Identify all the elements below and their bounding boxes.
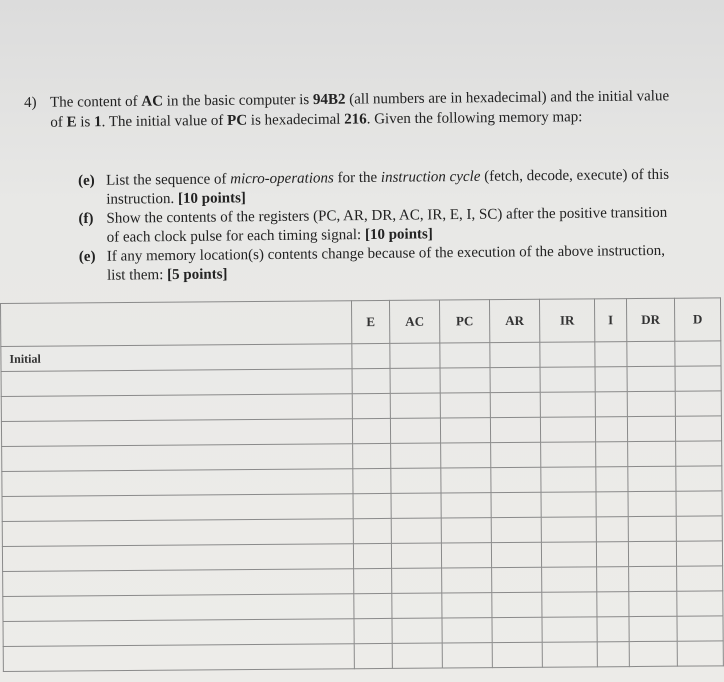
- table-cell[interactable]: [676, 466, 722, 491]
- table-cell[interactable]: [627, 366, 675, 391]
- table-cell[interactable]: [541, 492, 596, 517]
- question-text: The content of AC in the basic computer is 94B2 (all numbers are in hexadecimal) and the initial value of E is 1. The initial value of PC is hexadecimal 216. Given the following memory map:: [50, 88, 670, 131]
- table-cell[interactable]: [441, 518, 491, 543]
- table-cell[interactable]: [676, 491, 722, 516]
- table-cell[interactable]: [442, 643, 492, 668]
- header-dr: DR: [626, 298, 674, 341]
- table-cell[interactable]: [542, 567, 597, 592]
- table-cell[interactable]: [595, 367, 627, 392]
- table-cell[interactable]: [675, 341, 721, 366]
- table-cell[interactable]: [627, 341, 675, 366]
- header-ar: AR: [489, 299, 539, 342]
- table-cell[interactable]: [390, 368, 440, 393]
- table-cell[interactable]: [391, 468, 441, 493]
- table-cell[interactable]: [490, 392, 540, 417]
- row-label: [2, 444, 353, 472]
- table-cell[interactable]: [629, 641, 677, 666]
- table-cell[interactable]: [440, 393, 490, 418]
- table-cell[interactable]: [540, 392, 595, 417]
- table-cell[interactable]: [354, 568, 392, 593]
- table-cell[interactable]: [675, 416, 721, 441]
- table-cell[interactable]: [596, 467, 628, 492]
- table-cell[interactable]: [542, 592, 597, 617]
- table-cell[interactable]: [677, 616, 723, 641]
- table-cell[interactable]: [442, 618, 492, 643]
- row-label: [1, 394, 352, 422]
- table-cell[interactable]: [595, 392, 627, 417]
- row-label: [2, 494, 353, 522]
- table-cell[interactable]: [441, 493, 491, 518]
- header-e: E: [351, 300, 389, 343]
- table-cell[interactable]: [676, 541, 722, 566]
- table-cell[interactable]: [597, 617, 629, 642]
- table-cell[interactable]: [491, 442, 541, 467]
- table-cell[interactable]: [595, 342, 627, 367]
- table-cell[interactable]: [491, 542, 541, 567]
- table-cell[interactable]: [541, 542, 596, 567]
- row-label: [3, 619, 354, 647]
- table-cell[interactable]: [629, 591, 677, 616]
- table-cell[interactable]: [596, 442, 628, 467]
- part-f-registers: (f) Show the contents of the registers (PC, AR, DR, AC, IR, E, I, SC) after the positive transition of each clock pulse for each timing signal: [10 points]: [78, 204, 668, 246]
- table-cell[interactable]: [677, 641, 723, 666]
- table-cell[interactable]: [392, 568, 442, 593]
- table-cell[interactable]: [542, 617, 597, 642]
- table-cell[interactable]: [491, 517, 541, 542]
- table-cell[interactable]: [629, 566, 677, 591]
- row-label: [3, 594, 354, 622]
- table-cell[interactable]: [491, 492, 541, 517]
- table-header-row: [1, 298, 721, 347]
- row-label: Initial: [1, 344, 352, 372]
- table-cell[interactable]: [492, 592, 542, 617]
- table-cell[interactable]: [540, 342, 595, 367]
- question-4: [24, 86, 674, 133]
- table-cell[interactable]: [597, 592, 629, 617]
- table-cell[interactable]: [677, 591, 723, 616]
- table-cell[interactable]: [440, 368, 490, 393]
- table-cell[interactable]: [490, 417, 540, 442]
- row-label: [2, 544, 353, 572]
- table-cell[interactable]: [492, 617, 542, 642]
- table-cell[interactable]: [677, 566, 723, 591]
- table-cell[interactable]: [390, 393, 440, 418]
- table-cell[interactable]: [392, 593, 442, 618]
- table-cell[interactable]: [490, 367, 540, 392]
- header-d: D: [674, 298, 720, 341]
- table-cell[interactable]: [596, 492, 628, 517]
- table-cell[interactable]: [597, 642, 629, 667]
- table-cell[interactable]: [391, 443, 441, 468]
- table-cell[interactable]: [541, 442, 596, 467]
- table-cell[interactable]: [440, 418, 490, 443]
- table-cell[interactable]: [628, 516, 676, 541]
- table-cell[interactable]: [391, 493, 441, 518]
- table-cell[interactable]: [391, 543, 441, 568]
- table-cell[interactable]: [490, 342, 540, 367]
- table-cell[interactable]: [676, 516, 722, 541]
- table-cell[interactable]: [441, 443, 491, 468]
- part-e-memory: (e) If any memory location(s) contents change because of the execution of the above instruction, list them: [5 points]: [78, 242, 666, 284]
- table-cell[interactable]: [390, 418, 440, 443]
- row-label: [3, 644, 354, 672]
- table-cell[interactable]: [352, 368, 390, 393]
- table-cell[interactable]: [354, 643, 392, 668]
- table-cell[interactable]: [627, 416, 675, 441]
- table-cell[interactable]: [540, 367, 595, 392]
- table-cell[interactable]: [627, 391, 675, 416]
- register-table-wrapper: [0, 298, 703, 682]
- table-cell[interactable]: [440, 343, 490, 368]
- table-cell[interactable]: [492, 642, 542, 667]
- row-label: [2, 519, 353, 547]
- table-cell[interactable]: [629, 616, 677, 641]
- row-label: [3, 569, 354, 597]
- table-cell[interactable]: [353, 543, 391, 568]
- register-table: [0, 297, 724, 672]
- header-ir: IR: [539, 299, 594, 342]
- table-cell[interactable]: [354, 593, 392, 618]
- table-cell[interactable]: [353, 518, 391, 543]
- table-cell[interactable]: [595, 417, 627, 442]
- table-cell[interactable]: [392, 643, 442, 668]
- table-cell[interactable]: [353, 493, 391, 518]
- question-number: 4): [24, 94, 37, 111]
- table-cell[interactable]: [628, 466, 676, 491]
- table-cell[interactable]: [596, 542, 628, 567]
- table-cell[interactable]: [541, 517, 596, 542]
- table-cell[interactable]: [353, 443, 391, 468]
- table-cell[interactable]: [354, 618, 392, 643]
- table-cell[interactable]: [628, 541, 676, 566]
- table-body: [1, 341, 724, 672]
- row-label: [1, 419, 352, 447]
- table-cell[interactable]: [597, 567, 629, 592]
- table-row: [3, 641, 723, 672]
- table-cell[interactable]: [352, 343, 390, 368]
- table-cell[interactable]: [541, 467, 596, 492]
- table-cell[interactable]: [675, 391, 721, 416]
- question-parts: [78, 166, 679, 286]
- row-label: [2, 469, 353, 497]
- table-cell[interactable]: [492, 567, 542, 592]
- table-cell[interactable]: [675, 366, 721, 391]
- row-label: [1, 369, 352, 397]
- table-cell[interactable]: [491, 467, 541, 492]
- table-cell[interactable]: [628, 491, 676, 516]
- table-cell[interactable]: [390, 343, 440, 368]
- header-step: [1, 301, 352, 347]
- part-e-microops: (e) List the sequence of micro-operations for the instruction cycle (fetch, decode, execute) of this instruction. [10 points]: [78, 166, 670, 208]
- table-cell[interactable]: [353, 468, 391, 493]
- table-cell[interactable]: [596, 517, 628, 542]
- header-pc: PC: [439, 300, 489, 343]
- table-cell[interactable]: [628, 441, 676, 466]
- table-cell[interactable]: [391, 518, 441, 543]
- table-cell[interactable]: [441, 468, 491, 493]
- table-cell[interactable]: [442, 568, 492, 593]
- header-ac: AC: [389, 300, 439, 343]
- table-cell[interactable]: [676, 441, 722, 466]
- table-cell[interactable]: [392, 618, 442, 643]
- table-cell[interactable]: [352, 418, 390, 443]
- table-cell[interactable]: [442, 593, 492, 618]
- table-cell[interactable]: [540, 417, 595, 442]
- header-i: I: [594, 299, 626, 342]
- table-cell[interactable]: [542, 642, 597, 667]
- table-cell[interactable]: [352, 393, 390, 418]
- table-cell[interactable]: [441, 543, 491, 568]
